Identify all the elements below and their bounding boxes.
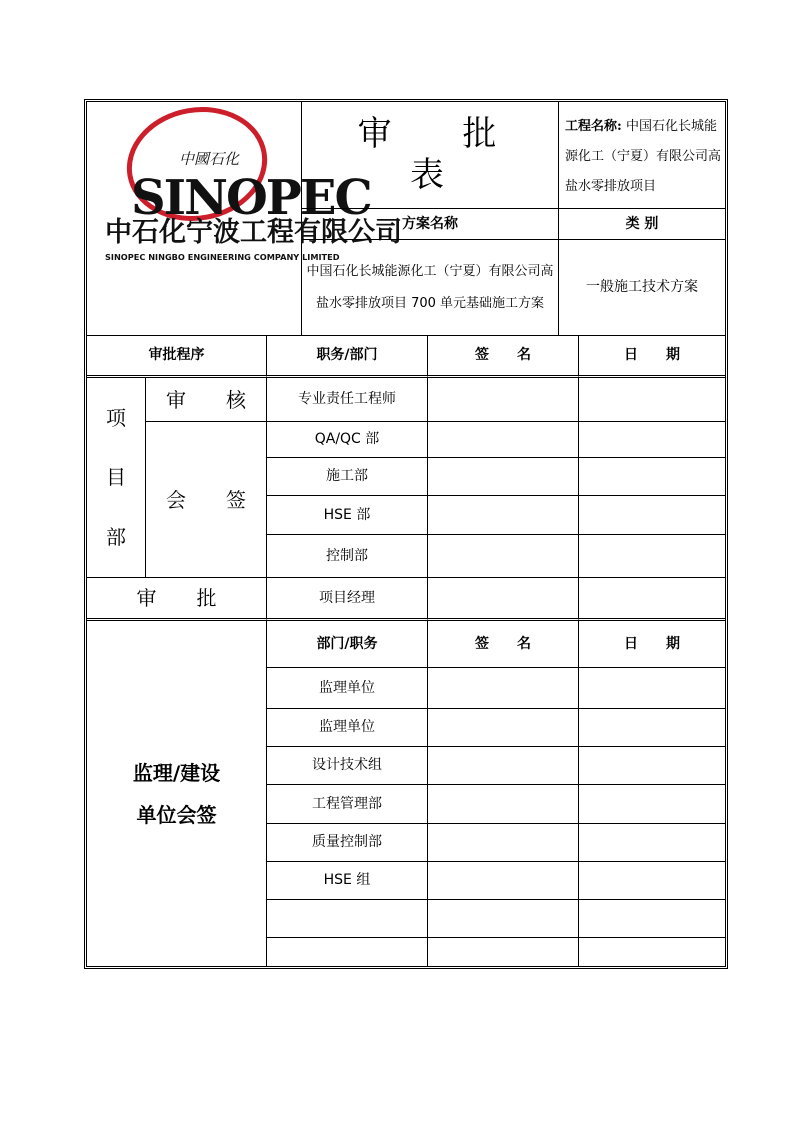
title-cell bbox=[302, 102, 559, 209]
approve-label: 审 批 bbox=[87, 578, 267, 621]
scheme-label-cell bbox=[302, 209, 559, 240]
supervision-date-field[interactable] bbox=[579, 938, 725, 966]
supervision-date-field[interactable] bbox=[579, 824, 725, 862]
supervision-date-field[interactable] bbox=[579, 900, 725, 938]
project-label: 工程名称: bbox=[565, 119, 622, 134]
date-header: 日 期 bbox=[579, 336, 725, 378]
project-value: 中国石化长城能源化工（宁夏）有限公司高盐水零排放项目 bbox=[565, 119, 722, 194]
review-date-field[interactable] bbox=[579, 378, 725, 422]
countersign-role-construction: 施工部 bbox=[267, 458, 428, 496]
supervision-dept-header: 部门/职务 bbox=[267, 621, 428, 668]
supervision-signature-field[interactable] bbox=[428, 862, 579, 900]
supervision-signature-field[interactable] bbox=[428, 824, 579, 862]
scheme-label: 方案名称 bbox=[402, 215, 458, 232]
qaqc-signature-field[interactable] bbox=[428, 422, 579, 458]
supervision-role: 质量控制部 bbox=[267, 824, 428, 862]
supervision-role: 监理单位 bbox=[267, 709, 428, 747]
supervision-role: 设计技术组 bbox=[267, 747, 428, 785]
supervision-role: 工程管理部 bbox=[267, 785, 428, 824]
project-name-cell bbox=[559, 102, 725, 209]
supervision-date-field[interactable] bbox=[579, 668, 725, 709]
scheme-value: 中国石化长城能源化工（宁夏）有限公司高盐水零排放项目 700 单元基础施工方案 bbox=[306, 264, 554, 311]
countersign-role-qaqc: QA/QC 部 bbox=[267, 422, 428, 458]
logo-company-cn: 中石化宁波工程有限公司 bbox=[105, 217, 402, 248]
approve-role: 项目经理 bbox=[267, 578, 428, 621]
signature-header: 签 名 bbox=[428, 336, 579, 378]
procedure-header: 审批程序 bbox=[87, 336, 267, 378]
supervision-signature-field[interactable] bbox=[428, 709, 579, 747]
review-role: 专业责任工程师 bbox=[267, 378, 428, 422]
supervision-signature-field[interactable] bbox=[428, 900, 579, 938]
supervision-date-field[interactable] bbox=[579, 785, 725, 824]
review-label: 审 核 bbox=[146, 378, 267, 422]
logo-brand-text: SINOPEC bbox=[131, 170, 371, 226]
sinopec-logo bbox=[87, 102, 402, 335]
logo-company-en: SINOPEC NINGBO ENGINEERING COMPANY LIMITED bbox=[105, 252, 340, 262]
supervision-role: HSE 组 bbox=[267, 862, 428, 900]
scheme-value-cell bbox=[302, 240, 559, 336]
category-value-cell bbox=[559, 240, 725, 336]
supervision-role: 监理单位 bbox=[267, 668, 428, 709]
supervision-signature-field[interactable] bbox=[428, 938, 579, 966]
hse-date-field[interactable] bbox=[579, 496, 725, 535]
position-header: 职务/部门 bbox=[267, 336, 428, 378]
supervision-role bbox=[267, 900, 428, 938]
supervision-date-field[interactable] bbox=[579, 862, 725, 900]
approval-form bbox=[84, 99, 728, 969]
countersign-role-control: 控制部 bbox=[267, 535, 428, 578]
logo-script-text: 中國石化 bbox=[179, 150, 240, 168]
category-label-cell bbox=[559, 209, 725, 240]
control-date-field[interactable] bbox=[579, 535, 725, 578]
form-title: 审 批 表 bbox=[357, 114, 527, 195]
qaqc-date-field[interactable] bbox=[579, 422, 725, 458]
supervision-signature-field[interactable] bbox=[428, 668, 579, 709]
supervision-role bbox=[267, 938, 428, 966]
logo-cell bbox=[87, 102, 402, 336]
hse-signature-field[interactable] bbox=[428, 496, 579, 535]
supervision-label: 监理/建设 单位会签 bbox=[87, 621, 267, 966]
supervision-date-header: 日 期 bbox=[579, 621, 725, 668]
supervision-signature-field[interactable] bbox=[428, 747, 579, 785]
approve-date-field[interactable] bbox=[579, 578, 725, 621]
category-label: 类 别 bbox=[625, 215, 659, 232]
approve-signature-field[interactable] bbox=[428, 578, 579, 621]
countersign-label: 会 签 bbox=[146, 422, 267, 578]
supervision-date-field[interactable] bbox=[579, 709, 725, 747]
construction-signature-field[interactable] bbox=[428, 458, 579, 496]
countersign-role-hse: HSE 部 bbox=[267, 496, 428, 535]
construction-date-field[interactable] bbox=[579, 458, 725, 496]
supervision-sign-header: 签 名 bbox=[428, 621, 579, 668]
review-signature-field[interactable] bbox=[428, 378, 579, 422]
supervision-signature-field[interactable] bbox=[428, 785, 579, 824]
category-value: 一般施工技术方案 bbox=[586, 279, 698, 296]
supervision-date-field[interactable] bbox=[579, 747, 725, 785]
project-dept-label: 项 目 部 bbox=[87, 378, 146, 578]
control-signature-field[interactable] bbox=[428, 535, 579, 578]
